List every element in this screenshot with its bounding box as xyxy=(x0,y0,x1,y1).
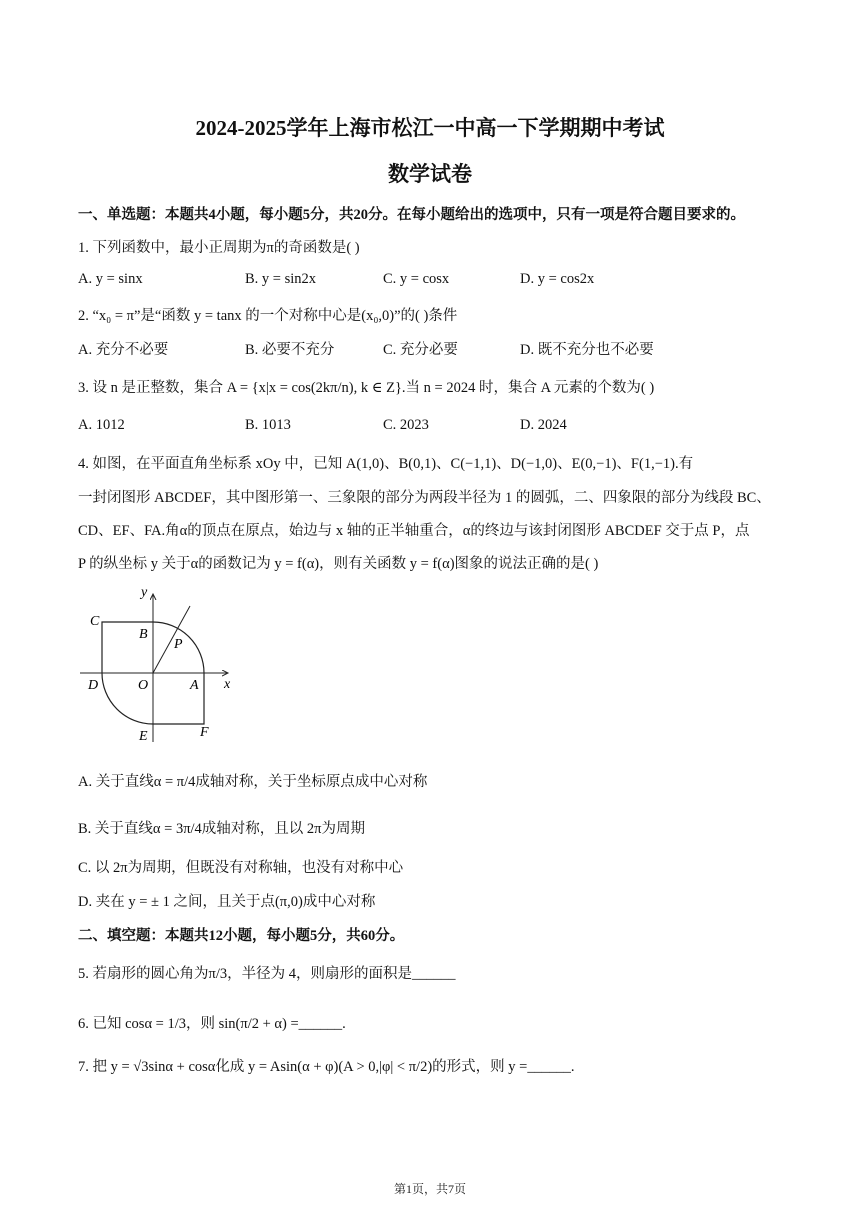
question-5-stem: 5. 若扇形的圆心角为π/3，半径为 4，则扇形的面积是______ xyxy=(78,966,456,982)
section-1-heading: 一、单选题：本题共4小题，每小题5分，共20分。在每小题给出的选项中，只有一项是符合题目要求的。 xyxy=(78,207,745,223)
question-4-option-c[interactable]: C. 以 2π为周期，但既没有对称轴，也没有对称中心 xyxy=(78,860,404,876)
question-3-option-b[interactable]: B. 1013 xyxy=(245,417,291,433)
question-1-option-c[interactable]: C. y = cosx xyxy=(383,271,450,287)
exam-subtitle: 数学试卷 xyxy=(388,162,472,186)
label-c: C xyxy=(90,614,100,629)
label-a: A xyxy=(190,678,199,693)
question-1-stem: 1. 下列函数中，最小正周期为π的奇函数是( ) xyxy=(78,240,360,256)
question-4-stem-line-2: 一封闭图形 ABCDEF，其中图形第一、三象限的部分为两段半径为 1 的圆弧，二、四象限的部分为线段 BC、 xyxy=(78,490,771,506)
exam-title: 2024-2025学年上海市松江一中高一下学期期中考试 xyxy=(195,116,665,140)
question-4-option-b[interactable]: B. 关于直线α = 3π/4成轴对称，且以 2π为周期 xyxy=(78,821,365,837)
question-1-option-d[interactable]: D. y = cos2x xyxy=(520,271,595,287)
label-d: D xyxy=(88,678,99,693)
question-4-option-d[interactable]: D. 夹在 y = ± 1 之间，且关于点(π,0)成中心对称 xyxy=(78,894,376,910)
terminal-side-line xyxy=(153,606,190,673)
question-3-option-c[interactable]: C. 2023 xyxy=(383,417,429,433)
question-2-option-b[interactable]: B. 必要不充分 xyxy=(245,342,335,358)
question-2-option-d[interactable]: D. 既不充分也不必要 xyxy=(520,342,654,358)
question-3-stem: 3. 设 n 是正整数，集合 A = {x|x = cos(2kπ/n), k ∈ Z}.当 n = 2024 时，集合 A 元素的个数为( ) xyxy=(78,380,655,396)
question-6-stem: 6. 已知 cosα = 1/3，则 sin(π/2 + α) =______. xyxy=(78,1016,346,1032)
label-o: O xyxy=(138,678,149,693)
label-b: B xyxy=(139,627,148,642)
question-2-option-c[interactable]: C. 充分必要 xyxy=(383,342,458,358)
label-y: y xyxy=(141,585,148,600)
question-1-option-a[interactable]: A. y = sinx xyxy=(78,271,143,287)
question-4-option-a[interactable]: A. 关于直线α = π/4成轴对称，关于坐标原点成中心对称 xyxy=(78,774,428,790)
label-x: x xyxy=(224,677,231,692)
question-4-stem-line-3: CD、EF、FA.角α的顶点在原点，始边与 x 轴的正半轴重合，α的终边与该封闭图形 ABCDEF 交于点 P，点 xyxy=(78,523,750,539)
label-f: F xyxy=(200,725,209,740)
label-p: P xyxy=(174,637,183,652)
section-2-heading: 二、填空题：本题共12小题，每小题5分，共60分。 xyxy=(78,928,405,944)
question-4-stem-line-4: P 的纵坐标 y 关于α的函数记为 y = f(α)，则有关函数 y = f(α)图象的说法正确的是( ) xyxy=(78,556,599,572)
question-1-option-b[interactable]: B. y = sin2x xyxy=(245,271,317,287)
question-4-stem-line-1: 4. 如图，在平面直角坐标系 xOy 中，已知 A(1,0)、B(0,1)、C(−1,1)、D(−1,0)、E(0,−1)、F(1,−1).有 xyxy=(78,456,694,472)
question-2-option-a[interactable]: A. 充分不必要 xyxy=(78,342,169,358)
page-footer: 第1页，共7页 xyxy=(393,1182,466,1196)
question-3-option-a[interactable]: A. 1012 xyxy=(78,417,125,433)
question-3-option-d[interactable]: D. 2024 xyxy=(520,417,567,433)
question-7-stem: 7. 把 y = √3sinα + cosα化成 y = Asin(α + φ)(A > 0,|φ| < π/2)的形式，则 y =______. xyxy=(78,1059,575,1075)
label-e: E xyxy=(139,729,148,744)
question-4-figure xyxy=(78,582,248,752)
question-2-stem: 2. “x₀ = π”是“函数 y = tanx 的一个对称中心是(x₀,0)”的( )条件 xyxy=(78,308,458,324)
